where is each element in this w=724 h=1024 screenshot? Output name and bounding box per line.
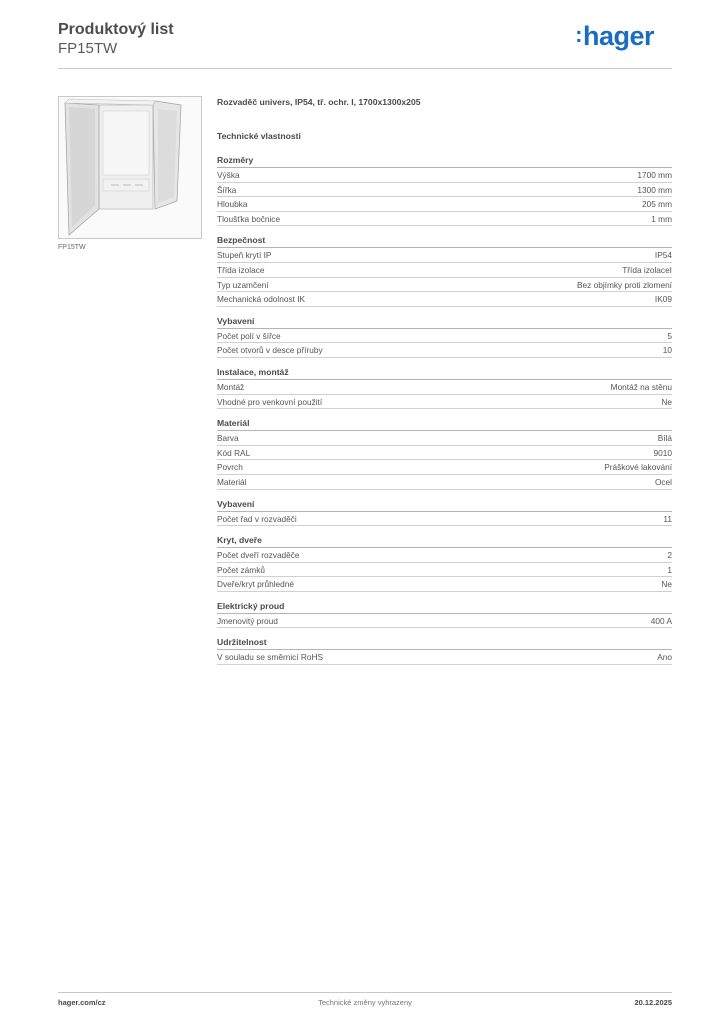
spec-value: Ne [661,579,672,590]
spec-value: Montáž na stěnu [610,381,672,392]
spec-row [217,183,672,198]
spec-label: Montáž [217,381,245,392]
product-details [217,96,672,665]
spec-label: Šířka [217,184,237,195]
footer-divider [58,992,672,993]
hager-logo: :hager [575,21,654,51]
spec-label: Stupeň krytí IP [217,250,272,261]
spec-value: Práškové lakování [604,462,672,473]
spec-row [217,248,672,263]
spec-section [217,417,672,489]
spec-row [217,278,672,293]
spec-value: Ocel [654,476,672,487]
spec-row [217,460,672,475]
section-title: Vybavení [217,498,672,512]
section-title: Instalace, montáž [217,366,672,380]
page-title: Produktový list [58,21,174,38]
header-divider [58,68,672,69]
technical-properties-title: Technické vlastnosti [217,131,301,141]
page-header [58,20,672,58]
spec-value: Ano [657,652,672,663]
footer-note: Technické změny vyhrazeny [318,998,412,1007]
spec-section [217,498,672,527]
spec-label: Počet řad v rozvaděči [217,513,297,524]
spec-value: Ne [661,396,672,407]
spec-label: Počet dveří rozvaděče [217,550,300,561]
spec-section [217,600,672,629]
spec-row [217,563,672,578]
spec-section [217,234,672,306]
section-title: Udržitelnost [217,636,672,650]
spec-value: 5 [667,330,672,341]
spec-value: 2 [667,550,672,561]
spec-value: 11 [663,513,672,524]
spec-value: Bílá [657,433,672,444]
spec-row [217,395,672,410]
spec-label: Materiál [217,476,247,487]
spec-row [217,650,672,665]
footer-date: 20.12.2025 [634,998,672,1007]
spec-label: Typ uzamčení [217,279,269,290]
spec-label: Třída izolace [217,264,265,275]
spec-label: Výška [217,170,240,180]
spec-label: Počet otvorů v desce příruby [217,345,323,356]
logo-text: hager [582,21,654,51]
spec-label: Vhodné pro venkovní použití [217,396,323,407]
spec-section [217,154,672,226]
spec-value: IK09 [654,294,672,305]
spec-row [217,168,672,183]
spec-value: 205 mm [642,199,672,210]
spec-row [217,263,672,278]
spec-value: 10 [662,345,672,356]
spec-value: 1700 mm [637,170,672,180]
spec-value: IP54 [654,250,672,261]
section-title: Materiál [217,417,672,431]
footer-website[interactable]: hager.com/cz [58,998,106,1007]
spec-value: 1 [667,564,672,575]
product-image [58,96,202,239]
spec-row [217,329,672,344]
section-title: Vybavení [217,315,672,329]
spec-row [217,212,672,227]
section-title: Elektrický proud [217,600,672,614]
product-name: Rozvaděč univers, IP54, tř. ochr. I, 1700x1300x205 [217,97,421,107]
section-title: Rozměry [217,154,672,168]
section-title: Bezpečnost [217,234,672,248]
spec-label: Kód RAL [217,447,251,458]
spec-value: 400 A [650,615,672,626]
spec-value: Třída izolaceI [622,264,672,275]
spec-row [217,512,672,527]
spec-row [217,292,672,307]
spec-label: Jmenovitý proud [217,615,278,626]
page-footer [58,998,672,1010]
spec-label: Tloušťka bočnice [217,213,281,224]
spec-row [217,475,672,490]
spec-label: Dveře/kryt průhledné [217,579,295,590]
spec-label: Počet zámků [217,564,265,575]
spec-row [217,548,672,563]
spec-section [217,315,672,358]
spec-value: Bez objímky proti zlomení [577,279,672,290]
spec-row [217,197,672,212]
product-code: FP15TW [58,40,118,57]
spec-label: V souladu se směrnicí RoHS [217,652,324,663]
spec-label: Mechanická odolnost IK [217,294,306,305]
spec-row [217,343,672,358]
spec-row [217,380,672,395]
spec-label: Počet polí v šířce [217,330,281,341]
spec-row [217,446,672,461]
spec-value: 9010 [653,447,672,458]
spec-value: 1300 mm [637,184,672,195]
spec-row [217,431,672,446]
spec-label: Povrch [217,462,243,473]
spec-section [217,636,672,665]
image-caption: FP15TW [58,244,86,251]
spec-label: Hloubka [217,199,248,210]
spec-sections [217,154,672,665]
spec-section [217,534,672,592]
spec-label: Barva [217,433,239,444]
spec-section [217,366,672,409]
spec-row [217,577,672,592]
spec-value: 1 mm [651,213,672,224]
section-title: Kryt, dveře [217,534,672,548]
spec-row [217,614,672,629]
